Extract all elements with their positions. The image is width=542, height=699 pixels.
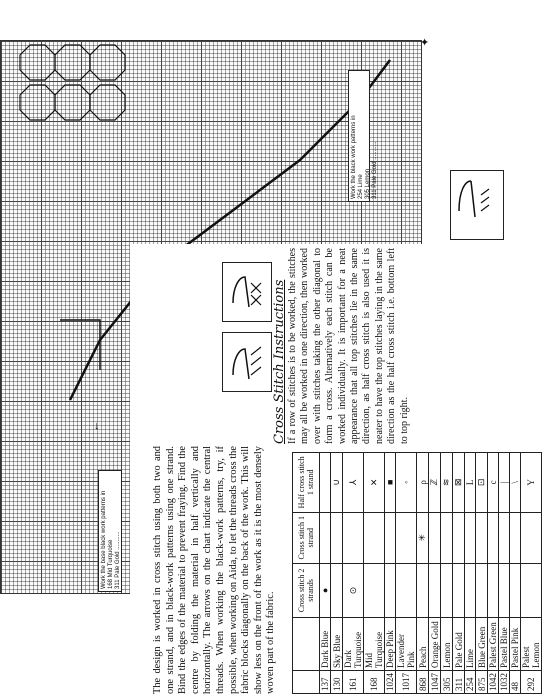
cross-stitch-section bbox=[272, 248, 444, 446]
thread-number: 1032 bbox=[499, 671, 510, 694]
stitch-symbol bbox=[499, 512, 510, 563]
thread-number: 311 bbox=[453, 671, 465, 694]
thread-number: 48 bbox=[510, 671, 521, 694]
table-row bbox=[343, 453, 364, 694]
stitch-symbol bbox=[441, 512, 453, 563]
stitch-symbol: ⅄ bbox=[343, 453, 364, 513]
stitch-symbol bbox=[510, 512, 521, 563]
table-row bbox=[465, 453, 476, 694]
thread-key-table bbox=[292, 452, 542, 694]
stitch-symbol: ≋ bbox=[441, 453, 453, 513]
stitch-symbol bbox=[476, 512, 488, 563]
stitch-symbol bbox=[331, 563, 343, 617]
main-instructions-section bbox=[152, 446, 292, 696]
legend-right-title: Work the black work patterns in bbox=[351, 115, 357, 199]
stitch-symbol bbox=[453, 512, 465, 563]
table-row bbox=[429, 453, 441, 694]
table-row bbox=[320, 453, 331, 694]
stitch-symbol: ∪ bbox=[331, 453, 343, 513]
legend-left-line-1: 168 Mid Turquoise bbox=[108, 539, 114, 589]
centre-arrow-icon-bottom: ↓ bbox=[94, 420, 100, 432]
stitch-symbol bbox=[476, 563, 488, 617]
thread-number: 1047 bbox=[429, 671, 441, 694]
thread-number: 868 bbox=[417, 671, 429, 694]
stitch-symbol bbox=[320, 453, 331, 513]
stitch-symbol bbox=[521, 512, 542, 563]
stitch-symbol bbox=[488, 512, 499, 563]
half-cross-stitch-diagram bbox=[450, 170, 504, 240]
stitch-symbol bbox=[429, 563, 441, 617]
stitch-symbol bbox=[320, 512, 331, 563]
thread-color-name: Peach bbox=[417, 618, 429, 671]
stitch-symbol: ℤ bbox=[429, 453, 441, 513]
thread-color-name: Lime bbox=[465, 618, 476, 671]
thread-number: 875 bbox=[476, 671, 488, 694]
main-instructions-text: The design is worked in cross stitch using both two and one strand, and in black-work patterns using one strand. Bind the edges of the material to prevent fraying. Find the centre by folding the material in half vertically and horizontally. The arrows on the chart indicate the central threads. When working the black-work patterns, try, if possible, when working on Aida, to let the threads cross the fabric blocks diagonally on the back of the work. This will show less on the front of the work as it is the most densely woven part of the fabric. bbox=[152, 446, 277, 694]
stitch-symbol: | bbox=[499, 453, 510, 513]
stitch-symbol bbox=[453, 563, 465, 617]
centre-arrow-icon: ✦ bbox=[420, 37, 430, 49]
thread-color-name: Orange Gold bbox=[429, 618, 441, 671]
stitch-symbol bbox=[465, 563, 476, 617]
stitch-symbol bbox=[510, 563, 521, 617]
stitch-symbol bbox=[499, 563, 510, 617]
stitch-symbol bbox=[396, 563, 417, 617]
stitch-symbol bbox=[364, 563, 385, 617]
table-row bbox=[488, 453, 499, 694]
thread-number: 305 bbox=[441, 671, 453, 694]
table-row bbox=[453, 453, 465, 694]
legend-box-left bbox=[98, 470, 122, 592]
stitch-symbol bbox=[364, 512, 385, 563]
legend-left-line-2: 311 Pale Gold ........... bbox=[115, 531, 121, 589]
thread-number: 292 bbox=[521, 671, 542, 694]
thread-number: 1042 bbox=[488, 671, 499, 694]
stitch-symbol bbox=[521, 563, 542, 617]
thread-color-name: Pastel Pink bbox=[510, 618, 521, 671]
legend-right-line-2: 305 Lemon bbox=[365, 168, 371, 199]
thread-color-name: Lemon bbox=[441, 618, 453, 671]
stitch-symbol bbox=[429, 512, 441, 563]
stitch-symbol: c bbox=[488, 453, 499, 513]
legend-right-line-3: 311 Pale Gold ........... bbox=[372, 141, 378, 199]
key-header-cell bbox=[293, 618, 320, 671]
cross-stitch-diagram-2 bbox=[222, 332, 272, 392]
half-cross-needle-icon bbox=[451, 171, 501, 237]
cross-stitch-text: If a row of stitches is to be worked, the stitches may all be worked in one direction, then worked over with stitches taking the other diagonal to form a cross. Alternatively each stitch can be worked individually. It is important for a neat appearance that all top stitches lie in the same direction, as half cross stitch is also used it is neater to have the top stitches laying in the same direction as the half cross stitch i.e. bottom left to top right. bbox=[287, 248, 410, 444]
thread-color-name: Deep Pink bbox=[385, 618, 396, 671]
stitch-symbol bbox=[465, 512, 476, 563]
thread-color-name: Mid Turquoise bbox=[364, 618, 385, 671]
thread-number: 1024 bbox=[385, 671, 396, 694]
thread-color-name: Blue Green bbox=[476, 618, 488, 671]
table-row bbox=[521, 453, 542, 694]
stitch-symbol: ✳ bbox=[417, 512, 429, 563]
thread-color-name: Lavender Pink bbox=[396, 618, 417, 671]
stitch-symbol: Y bbox=[521, 453, 542, 513]
stitch-symbol: ρ bbox=[417, 453, 429, 513]
legend-right-line-1: 254 Lime bbox=[358, 174, 364, 199]
stitch-symbol bbox=[396, 512, 417, 563]
stitch-symbol bbox=[385, 512, 396, 563]
stitch-symbol bbox=[343, 512, 364, 563]
cross-stitch-diagram-1 bbox=[222, 262, 272, 322]
key-header-cell bbox=[293, 671, 320, 694]
stitch-symbol: L bbox=[465, 453, 476, 513]
key-header-cell: Cross stitch 2 strands bbox=[293, 563, 320, 617]
key-table-header bbox=[293, 453, 320, 694]
table-row bbox=[331, 453, 343, 694]
stitch-symbol: ⊡ bbox=[476, 453, 488, 513]
table-row bbox=[499, 453, 510, 694]
cross-stitch-title: Cross Stitch Instructions bbox=[272, 279, 287, 444]
thread-key-table-wrap bbox=[292, 452, 541, 696]
thread-color-name: Palest Green bbox=[488, 618, 499, 671]
thread-color-name: Pastel Blue bbox=[499, 618, 510, 671]
stitch-symbol bbox=[385, 563, 396, 617]
key-header-cell: Cross stitch 1 strand bbox=[293, 512, 320, 563]
legend-box-right bbox=[348, 70, 378, 202]
cross-needle-icon bbox=[223, 263, 269, 319]
cross-needle-icon-2 bbox=[223, 333, 269, 389]
thread-color-name: Pale Gold bbox=[453, 618, 465, 671]
thread-number: 254 bbox=[465, 671, 476, 694]
stitch-symbol: ⊙ bbox=[343, 563, 364, 617]
legend-left-title: Work the base black work patterns in bbox=[101, 490, 107, 589]
table-row bbox=[417, 453, 429, 694]
table-row bbox=[510, 453, 521, 694]
stitch-symbol: ◦ bbox=[396, 453, 417, 513]
stitch-symbol bbox=[331, 512, 343, 563]
stitch-symbol bbox=[441, 563, 453, 617]
table-row bbox=[476, 453, 488, 694]
stitch-symbol bbox=[417, 563, 429, 617]
table-row bbox=[441, 453, 453, 694]
table-row bbox=[385, 453, 396, 694]
thread-number: 161 bbox=[343, 671, 364, 694]
table-row bbox=[396, 453, 417, 694]
stitch-symbol: ● bbox=[320, 563, 331, 617]
stitch-symbol: ✕ bbox=[364, 453, 385, 513]
table-row bbox=[364, 453, 385, 694]
key-header-cell: Half cross stitch 1 strand bbox=[293, 453, 320, 513]
stitch-symbol: ■ bbox=[385, 453, 396, 513]
thread-number: 130 bbox=[331, 671, 343, 694]
thread-number: 168 bbox=[364, 671, 385, 694]
stitch-symbol bbox=[488, 563, 499, 617]
thread-color-name: Palest Lemon bbox=[521, 618, 542, 671]
thread-color-name: Sky Blue bbox=[331, 618, 343, 671]
stitch-symbol: \ bbox=[510, 453, 521, 513]
thread-color-name: Dark Blue bbox=[320, 618, 331, 671]
thread-color-name: Dark Turquoise bbox=[343, 618, 364, 671]
thread-number: 1017 bbox=[396, 671, 417, 694]
stitch-symbol: ⊠ bbox=[453, 453, 465, 513]
thread-number: 137 bbox=[320, 671, 331, 694]
